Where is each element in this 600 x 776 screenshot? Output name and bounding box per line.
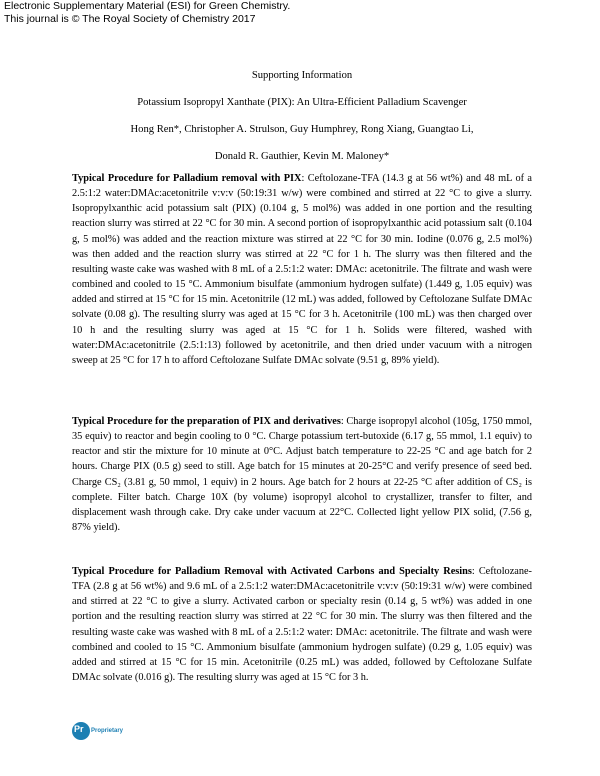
section-pix-preparation [72, 414, 532, 535]
section-body: : Ceftolozane-TFA (14.3 g at 56 wt%) and 48 mL of a 2.5:1:2 water:DMAc:acetonitrile v:v:v (50:19:31 w/w) were combined and stirred at 22 °C to give a slurry. Isopropylxanthic acid potassium salt (PIX) (0.104 g, 5 mol%) was added in one portion and the resulting reaction slurry was stirred at 22 °C for 30 min. A second portion of isopropylxanthic acid potassium salt (0.104 g, 5 mol%) was added and the reaction mixture was stirred at 22 °C for 30 min. Iodine (0.076 g, 2.5 mol%) was then added and the reaction slurry was stirred at 22 °C for 1 h. The slurry was then filtered and the resulting waste cake was washed with 8 mL of a 2.5:1:2 water: DMAc: acetonitrile. The filtrate and wash were combined and cooled to 15 °C. Ammonium bisulfate (ammonium hydrogen sulfate) (1.449 g, 1.05 equiv) was added and stirred at 15 °C for 15 min. Acetonitrile (12 mL) was added, followed by Ceftolozane Sulfate DMAc solvate (0.08 g). The resulting slurry was aged at 15 °C for 3 h. Acetonitrile (100 mL) was then charged over 10 h and the resulting slurry was aged at 15 °C for 1 h. Solids were filtered, washed with water:DMAc:acetonitrile (2.5:1:13) followed by acetonitrile, and then dried under vacuum with a nitrogen sweep at 25 °C for 17 h to afford Ceftolozane Sulfate DMAc solvate (9.51 g, 89% yield). [72, 173, 533, 366]
logo-label: Proprietary [91, 728, 124, 734]
section-body: : Charge isopropyl alcohol (105g, 1750 mmol, 35 equiv) to reactor and begin cooling to 0 °C. Charge potassium tert-butoxide (6.17 g, 55 mmol, 1.1 equiv) to reactor and stir the mixture for 10 minute at 0°C. Adjust batch temperature to 22-25 °C and age batch for 2 hours. Charge PIX (0.5 g) seed to still. Age batch for 15 minutes at 20-25°C and verify presence of seed bed. Charge CS₂ (3.81 g, 50 mmol, 1 equiv) in 2 hours. Age batch for 2 hours at 22-25 °C after addition of CS₂ is complete. Filter batch. Charge 10X (by volume) isopropyl alcohol to crystallizer, transfer to filter, and displacement wash through cake. Dry cake under vacuum at 22°C. Collected light yellow PIX solid, (7.56 g, 87% yield). [72, 416, 533, 534]
esi-header [4, 0, 290, 25]
supporting-information-heading: Supporting Information [251, 70, 353, 81]
section-title: Typical Procedure for the preparation of PIX and derivatives [72, 416, 341, 427]
logo-badge [72, 722, 90, 740]
authors-line-2: Donald R. Gauthier, Kevin M. Maloney* [214, 151, 390, 162]
section-activated-carbons-resins [72, 564, 532, 685]
esi-header-line-2: This journal is © The Royal Society of Chemistry 2017 [4, 12, 256, 25]
paper-title: Potassium Isopropyl Xanthate (PIX): An Ultra-Efficient Palladium Scavenger [137, 97, 467, 108]
esi-header-line-1: Electronic Supplementary Material (ESI) for Green Chemistry. [4, 0, 291, 12]
proprietary-logo [72, 722, 152, 746]
section-pix-palladium-removal [72, 171, 532, 368]
logo-badge-text: Pr [74, 724, 84, 734]
section-title: Typical Procedure for Palladium removal with PIX [72, 173, 302, 184]
section-body: : Ceftolozane-TFA (2.8 g at 56 wt%) and 9.6 mL of a 2.5:1:2 water:DMAc:acetonitrile v:v:v (50:19:31 w/w) were combined and stirred at 22 °C to give a slurry. Activated carbon or specialty resin (0.14 g, 5 wt%) was added in one portion and the resulting reaction slurry was stirred at 22 °C for 30 min. The slurry was then filtered and the resulting waste cake was washed with 8 mL of a 2.5:1:2 water: DMAc: acetonitrile. The filtrate and wash were combined and cooled to 15 °C. Ammonium bisulfate (ammonium hydrogen sulfate) (0.29 g, 1.05 equiv) was added and stirred at 15 °C for 15 min. Acetonitrile (0.25 mL) was added, followed by Ceftolozane Sulfate DMAc solvate (0.016 g). The resulting slurry was aged at 15 °C for 3 h. [72, 566, 532, 684]
section-title: Typical Procedure for Palladium Removal with Activated Carbons and Specialty Resins [72, 566, 472, 577]
authors-line-1: Hong Ren*, Christopher A. Strulson, Guy Humphrey, Rong Xiang, Guangtao Li, [130, 124, 474, 135]
